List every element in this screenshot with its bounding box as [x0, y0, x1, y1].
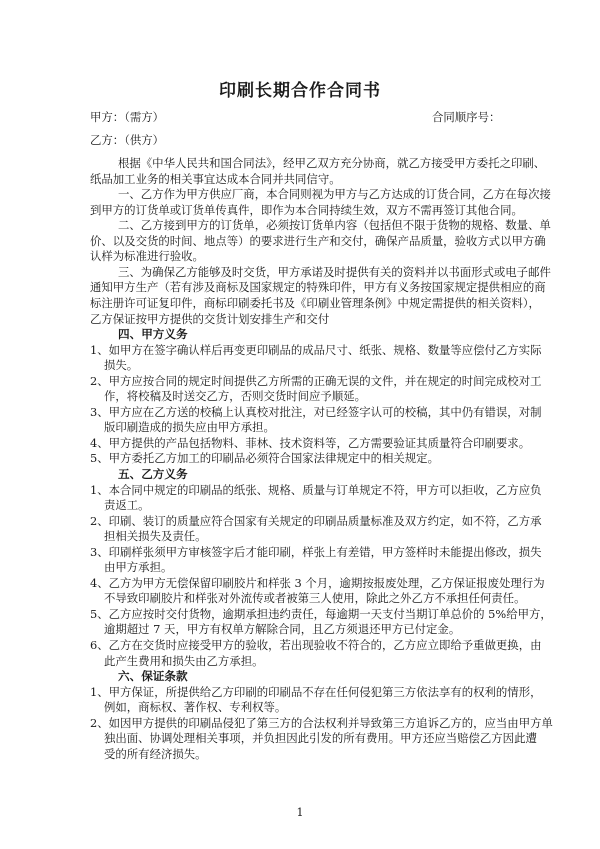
paragraph-4-line: 三、为确保乙方能够及时交货，甲方承诺及时提供有关的资料并以书面形式或电子邮件 [118, 265, 551, 279]
clause-line: 3、甲方应在乙方送的校稿上认真校对批注，对已经签字认可的校稿，其中仍有错误，对制 [90, 405, 542, 419]
paragraph-4-line: 标注册许可证复印件，商标印刷委托书及《印刷业管理条例》中规定需提供的相关资料）， [90, 296, 540, 310]
section-heading: 五、乙方义务 [118, 467, 188, 481]
clause-line: 5、乙方应按时交付货物，逾期承担违约责任，每逾期一天支付当期订单总价的 5%给甲方， [90, 607, 552, 621]
clause-line: 1、甲方保证，所提供给乙方印刷的印刷品不存在任何侵犯第三方依法享有的权利的情形， [90, 685, 542, 699]
document-title: 印刷长期合作合同书 [219, 81, 381, 101]
paragraph-3-line: 二、乙方接到甲方的订货单，必须按订货单内容（包括但不限于货物的规格、数量、单 [118, 218, 551, 232]
party-a-label: 甲方：（需方） [90, 110, 165, 124]
clause-line: 1、如甲方在签字确认样后再变更印刷品的成品尺寸、纸张、规格、数量等应偿付乙方实际 [90, 343, 542, 357]
section-heading: 六、保证条款 [118, 669, 188, 683]
clause-line: 2、甲方应按合同的规定时间提供乙方所需的正确无误的文件，并在规定的时间完成校对工 [90, 374, 542, 388]
clause-line: 受的所有经济损失。 [104, 747, 207, 761]
paragraph-2-line: 一、乙方作为甲方供应厂商，本合同则视为甲方与乙方达成的订货合同，乙方在每次接 [118, 187, 551, 201]
page-number: 1 [296, 806, 304, 819]
clause-line: 作，将校稿及时送交乙方，否则交货时间应予顺延。 [104, 389, 366, 403]
clause-line: 责返工。 [104, 498, 150, 512]
clause-line: 损失。 [104, 358, 139, 372]
clause-line: 不导致印刷胶片和样张对外流传或者被第三人使用，除此之外乙方不承担任何责任。 [104, 591, 526, 605]
paragraph-1-line: 纸品加工业务的相关事宜达成本合同并共同信守。 [90, 172, 341, 186]
section-heading: 四、甲方义务 [118, 327, 188, 341]
clause-line: 担相关损失及责任。 [104, 529, 207, 543]
clause-line: 此产生费用和损失由乙方承担。 [104, 654, 264, 668]
clause-line: 2、印刷、装订的质量应符合国家有关规定的印刷品质量标准及双方约定，如不符，乙方承 [90, 514, 542, 528]
clause-line: 例如，商标权、著作权、专利权等。 [104, 700, 287, 714]
party-b-label: 乙方：（供方） [90, 133, 165, 147]
clause-line: 5、甲方委托乙方加工的印刷品必须符合国家法律规定中的相关规定。 [90, 451, 439, 465]
clause-line: 版印刷造成的损失应由甲方承担。 [104, 420, 275, 434]
paragraph-3-line: 认样为标准进行验收。 [90, 249, 204, 263]
clause-line: 1、本合同中规定的印刷品的纸张、规格、质量与订单规定不符，甲方可以拒收，乙方应负 [90, 483, 542, 497]
paragraph-2-line: 到甲方的订货单或订货单传真件，即作为本合同持续生效，双方不需再签订其他合同。 [90, 203, 523, 217]
clause-line: 6、乙方在交货时应接受甲方的验收，若出现验收不符合的，乙方应立即给予重做更换，由 [90, 638, 542, 652]
clause-line: 4、乙方为甲方无偿保留印刷胶片和样张 3 个月，逾期按报废处理，乙方保证报废处理行为 [90, 576, 545, 590]
clause-line: 3、印刷样张须甲方审核签字后才能印刷，样张上有差错，甲方签样时未能提出修改，损失 [90, 545, 542, 559]
clause-line: 独出面、协调处理相关事项，并负担因此引发的所有费用。甲方还应当赔偿乙方因此遭 [104, 731, 537, 745]
clause-line: 4、甲方提供的产品包括物料、菲林、技术资料等，乙方需要验证其质量符合印刷要求。 [90, 436, 531, 450]
paragraph-4-line: 通知甲方生产（若有涉及商标及国家规定的特殊印件，甲方有义务按国家规定提供相应的商 [90, 280, 546, 294]
paragraph-1-line: 根据《中华人民共和国合同法》，经甲乙双方充分协商，就乙方接受甲方委托之印刷、 [118, 156, 546, 170]
clause-line: 由甲方承担。 [104, 560, 173, 574]
clause-line: 逾期超过 7 天，甲方有权单方解除合同，且乙方须退还甲方已付定金。 [104, 622, 461, 636]
paragraph-4-line: 乙方保证按甲方提供的交货计划安排生产和交付 [90, 312, 330, 326]
clause-line: 2、如因甲方提供的印刷品侵犯了第三方的合法权利并导致第三方追诉乙方的，应当由甲方单 [90, 716, 553, 730]
contract-number-label: 合同顺序号： [432, 110, 501, 124]
paragraph-3-line: 价、以及交货的时间、地点等）的要求进行生产和交付，确保产品质量，验收方式以甲方确 [90, 234, 546, 248]
